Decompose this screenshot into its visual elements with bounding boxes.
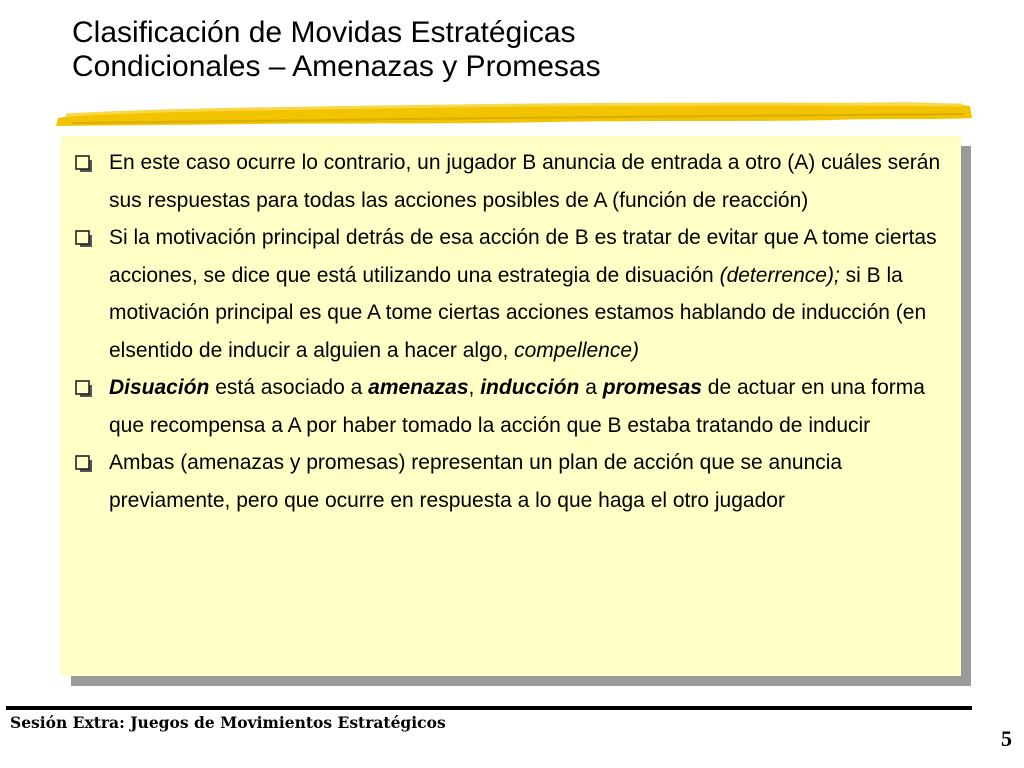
slide-title-line-1: Clasificación de Movidas Estratégicas xyxy=(72,16,576,49)
footer-session-title: Sesión Extra: Juegos de Movimientos Estratégicos xyxy=(10,713,446,732)
bullet-term-disuacion: Disuación xyxy=(109,376,210,399)
checkbox-bullet-icon xyxy=(75,455,93,473)
bullet-text: Ambas (amenazas y promesas) representan un plan de acción que se anuncia previamente, pero que ocurre en respuesta a lo que haga el otro jugador xyxy=(109,451,843,512)
bullet-text: Si la motivación principal detrás de esa acción de B es tratar de evitar que A tome ciertas acciones, se dice que está utilizando una estrategia de disuación xyxy=(109,226,937,287)
content-panel xyxy=(61,136,961,676)
bullet-text: , xyxy=(468,376,481,399)
bullet-text: si B la motivación principal es que A tome ciertas acciones estamos hablando de inducción (en elsentido de inducir a alguien a hacer algo, xyxy=(109,263,927,362)
bullet-item-3 xyxy=(71,369,943,444)
bullet-term-compellence: compellence) xyxy=(514,338,640,362)
slide-title xyxy=(72,16,952,84)
title-brush-underline xyxy=(52,96,974,128)
checkbox-bullet-icon xyxy=(75,380,93,398)
bullet-term-amenazas: amenazas xyxy=(368,376,469,399)
bullet-text: de actuar en una forma que recompensa a A por haber tomado la acción que B estaba tratando de inducir xyxy=(109,376,925,437)
footer-divider xyxy=(6,706,972,710)
bullet-text: a xyxy=(579,376,603,399)
bullet-term-induccion: inducción xyxy=(480,376,580,399)
bullet-term-deterrence: (deterrence); xyxy=(719,263,840,287)
bullet-item-2 xyxy=(71,219,943,369)
bullet-term-promesas: promesas xyxy=(602,376,702,399)
checkbox-bullet-icon xyxy=(75,230,93,248)
bullet-item-4 xyxy=(71,444,943,519)
checkbox-bullet-icon xyxy=(75,155,93,173)
page-number: 5 xyxy=(1001,726,1012,751)
bullet-text: En este caso ocurre lo contrario, un jugador B anuncia de entrada a otro (A) cuáles serán sus respuestas para todas las acciones posibles de A (función de reacción) xyxy=(109,151,941,212)
bullet-text: está asociado a xyxy=(209,376,369,399)
slide-title-line-2: Condicionales – Amenazas y Promesas xyxy=(72,50,601,83)
bullet-item-1 xyxy=(71,144,943,219)
